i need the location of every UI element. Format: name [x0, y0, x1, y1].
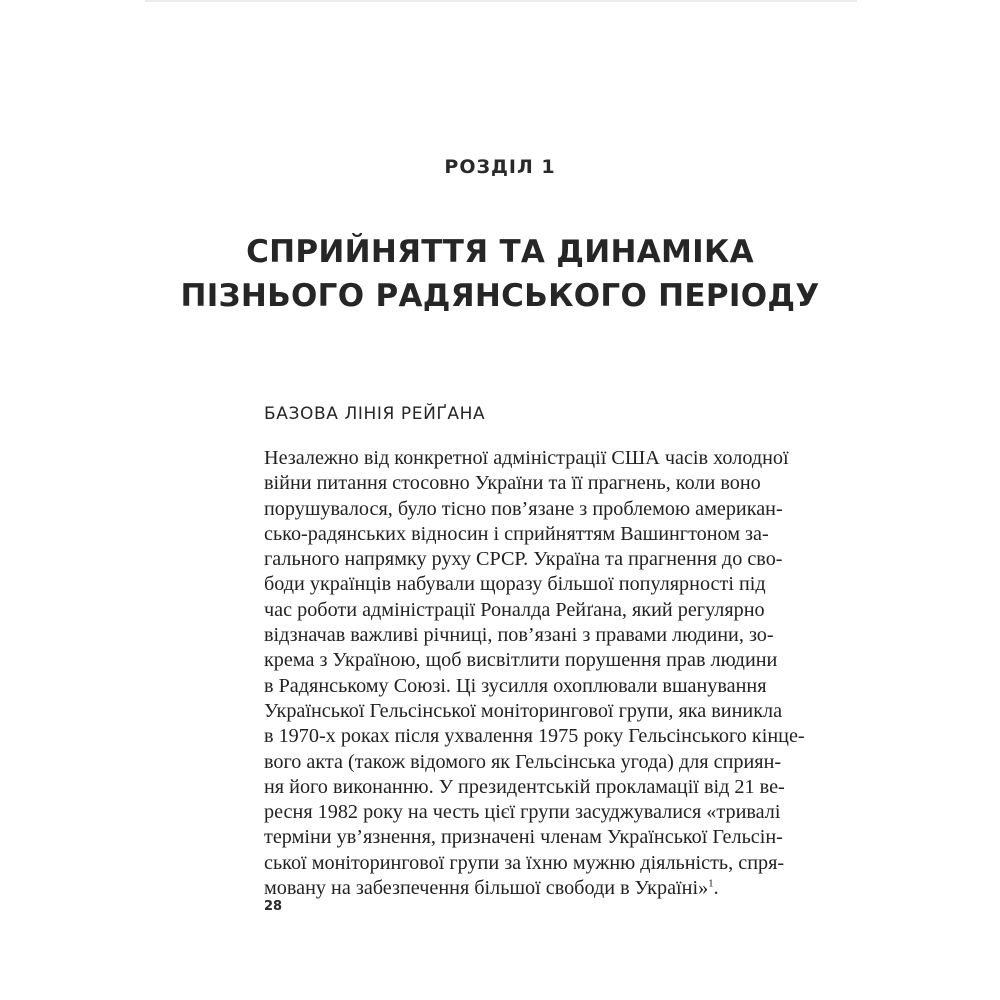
paragraph-line: терміни ув’язнення, призначені членам Української Гельсін-	[264, 826, 783, 849]
paragraph-line: час роботи адміністрації Роналда Рейґана, який регулярно	[264, 598, 765, 621]
paragraph-line: Незалежно від конкретної адміністрації США часів холодної	[264, 447, 789, 469]
paragraph-last-line: мовану на забезпечення більшої свободи в Україні»$^1$.	[264, 877, 719, 900]
paragraph-line: сько-радянських відносин і сприйняттям Вашингтоном за-	[264, 522, 769, 545]
paragraph-line: порушувалося, було тісно пов’язане з проблемою американ-	[264, 497, 783, 520]
chapter-label: РОЗДІЛ 1	[444, 156, 556, 178]
paragraph-line: в Радянському Союзі. Ці зусилля охоплювали вшанування	[264, 674, 767, 697]
paragraph-line: війни питання стосовно України та її прагнень, коли воно	[264, 472, 761, 495]
footnote-reference[interactable]: 1	[708, 877, 714, 890]
body-paragraph	[264, 446, 805, 901]
chapter-title-line-1: СПРИЙНЯТТЯ ТА ДИНАМІКА	[246, 234, 754, 270]
paragraph-line: гального напрямку руху СРСР. Україна та прагнення до сво-	[264, 548, 783, 571]
paragraph-line: ресня 1982 року на честь цієї групи засуджувалися «тривалі	[264, 801, 781, 824]
paragraph-line: ської моніторингової групи за їхню мужню діяльність, спря-	[264, 851, 785, 874]
paragraph-line: відзначав важливі річниці, пов’язані з правами людини, зо-	[264, 624, 774, 647]
paragraph-line: в 1970-х роках після ухвалення 1975 року Гельсінського кінце-	[264, 725, 805, 748]
paragraph-last-line-text: мовану на забезпечення більшої свободи в Україні»	[264, 877, 709, 900]
paragraph-line: крема з Україною, щоб висвітлити порушення прав людини	[264, 649, 778, 672]
paragraph-line: вого акта (також відомого як Гельсінська угода) для сприян-	[264, 750, 782, 773]
section-heading: БАЗОВА ЛІНІЯ РЕЙҐАНА	[264, 404, 486, 424]
paragraph-line: Української Гельсінської моніторингової групи, яка виникла	[264, 699, 783, 722]
paragraph-line: боди українців набували щоразу більшої популярності під	[264, 573, 766, 596]
paragraph-line: ня його виконанню. У президентській прокламації від 21 ве-	[264, 775, 785, 798]
chapter-title-line-2: ПІЗНЬОГО РАДЯНСЬКОГО ПЕРІОДУ	[180, 278, 820, 314]
page-number: 28	[264, 899, 283, 914]
top-edge-rule	[145, 0, 857, 2]
